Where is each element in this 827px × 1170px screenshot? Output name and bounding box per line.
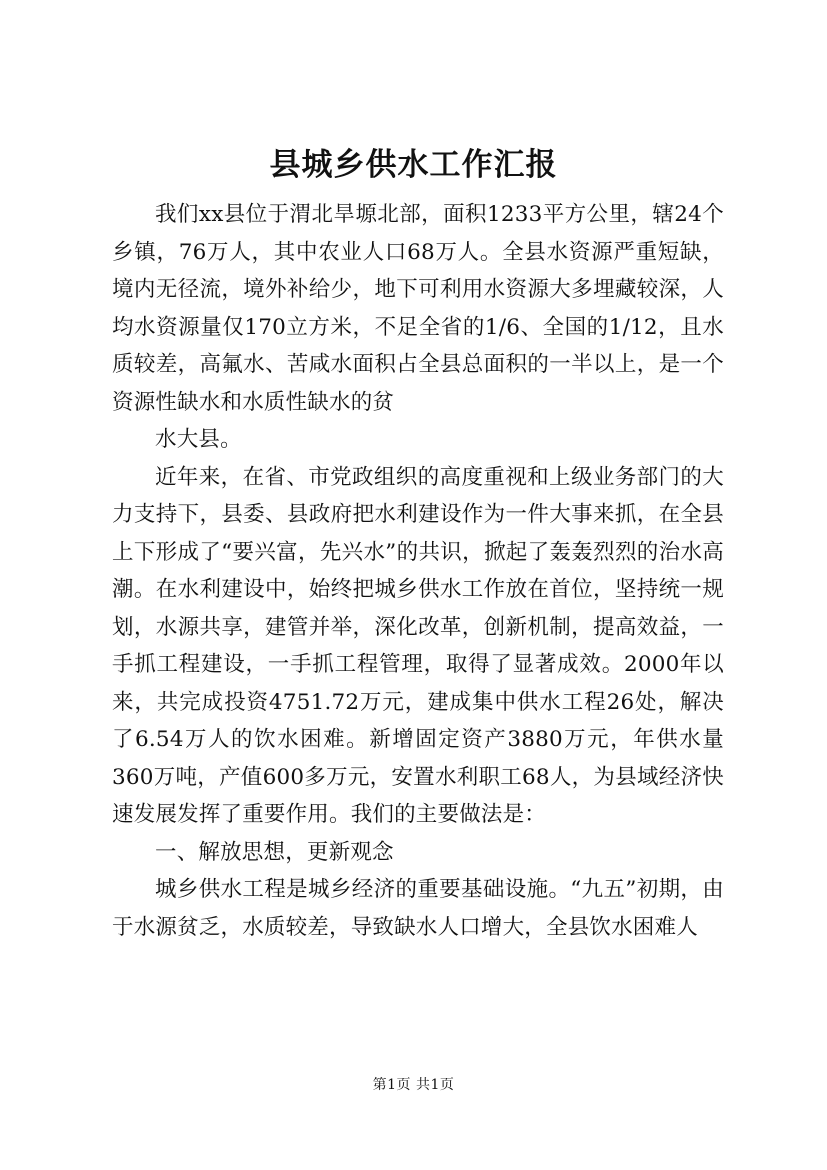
document-title: 县城乡供水工作汇报 bbox=[269, 147, 558, 183]
paragraph-continuation: 水大县。 bbox=[155, 427, 242, 452]
document-body bbox=[112, 196, 724, 946]
paragraph-section-1: 城乡供水工程是城乡经济的重要基础设施。“九五”初期，由于水源贫乏，水质较差，导致缺水人口增大，全县饮水困难人 bbox=[112, 877, 724, 940]
paragraph-achievements: 近年来，在省、市党政组织的高度重视和上级业务部门的大力支持下，县委、县政府把水利建设作为一件大事来抓，在全县上下形成了“要兴富，先兴水”的共识，掀起了轰轰烈烈的治水高潮。在水利建设中，始终把城乡供水工作放在首位，坚持统一规划，水源共享，建管并举，深化改革，创新机制，提高效益，一手抓工程建设，一手抓工程管理，取得了显著成效。2000年以来，共完成投资4751.72万元，建成集中供水工程26处，解决了6.54万人的饮水困难。新增固定资产3880万元，年供水量360万吨，产值600多万元，安置水利职工68人，为县域经济快速发展发挥了重要作用。我们的主要做法是： bbox=[112, 464, 724, 827]
section-heading-1: 一、解放思想，更新观念 bbox=[155, 839, 394, 865]
page-footer: 第1页 共1页 bbox=[372, 1077, 455, 1093]
paragraph-county-overview: 我们xx县位于渭北旱塬北部，面积1233平方公里，辖24个乡镇，76万人，其中农业人口68万人。全县水资源严重短缺，境内无径流，境外补给少，地下可利用水资源大多埋藏较深，人均水资源量仅170立方米，不足全省的1/6、全国的1/12，且水质较差，高氟水、苦咸水面积占全县总面积的一半以上，是一个资源性缺水和水质性缺水的贫 bbox=[112, 202, 724, 415]
